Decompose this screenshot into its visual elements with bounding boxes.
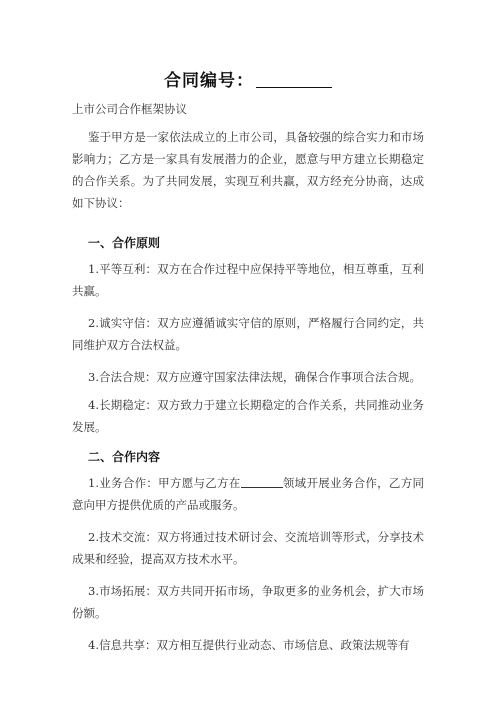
agreement-subtitle: 上市公司合作框架协议 [72, 102, 187, 116]
contract-number-label: 合同编号： [164, 71, 254, 91]
content-item-1-before: 1.业务合作：甲方愿与乙方在 [88, 476, 241, 490]
content-item-1 [72, 472, 424, 516]
field-blank [241, 475, 283, 488]
principle-item-1: 1.平等互利：双方在合作过程中应保持平等地位，相互尊重，互利共赢。 [72, 262, 424, 298]
principle-item-2: 2.诚实守信：双方应遵循诚实守信的原则，严格履行合同约定，共同维护双方合法权益。 [72, 316, 424, 352]
section1-heading: 一、合作原则 [88, 236, 161, 250]
principle-item-3: 3.合法合规：双方应遵守国家法律法规，确保合作事项合法合规。 [88, 370, 421, 384]
content-item-2: 2.技术交流：双方将通过技术研讨会、交流培训等形式，分享技术成果和经验，提高双方技术水平。 [72, 530, 424, 566]
content-item-3: 3.市场拓展：双方共同开拓市场，争取更多的业务机会，扩大市场份额。 [72, 584, 424, 620]
contract-number-title [0, 66, 496, 91]
content-item-4: 4.信息共享：双方相互提供行业动态、市场信息、政策法规等有 [88, 638, 410, 652]
principle-item-4: 4.长期稳定：双方致力于建立长期稳定的合作关系，共同推动业务发展。 [72, 398, 424, 434]
intro-paragraph: 鉴于甲方是一家依法成立的上市公司，具备较强的综合实力和市场影响力；乙方是一家具有发展潜力的企业，愿意与甲方建立长期稳定的合作关系。为了共同发展，实现互利共赢，双方经充分协商，达成如下协议： [72, 130, 424, 210]
content-item-1-after: 领域开展业务合作，乙方同意向甲方提供优质的产品或服务。 [72, 476, 424, 512]
section2-heading: 二、合作内容 [88, 450, 161, 464]
contract-number-blank [256, 73, 332, 88]
